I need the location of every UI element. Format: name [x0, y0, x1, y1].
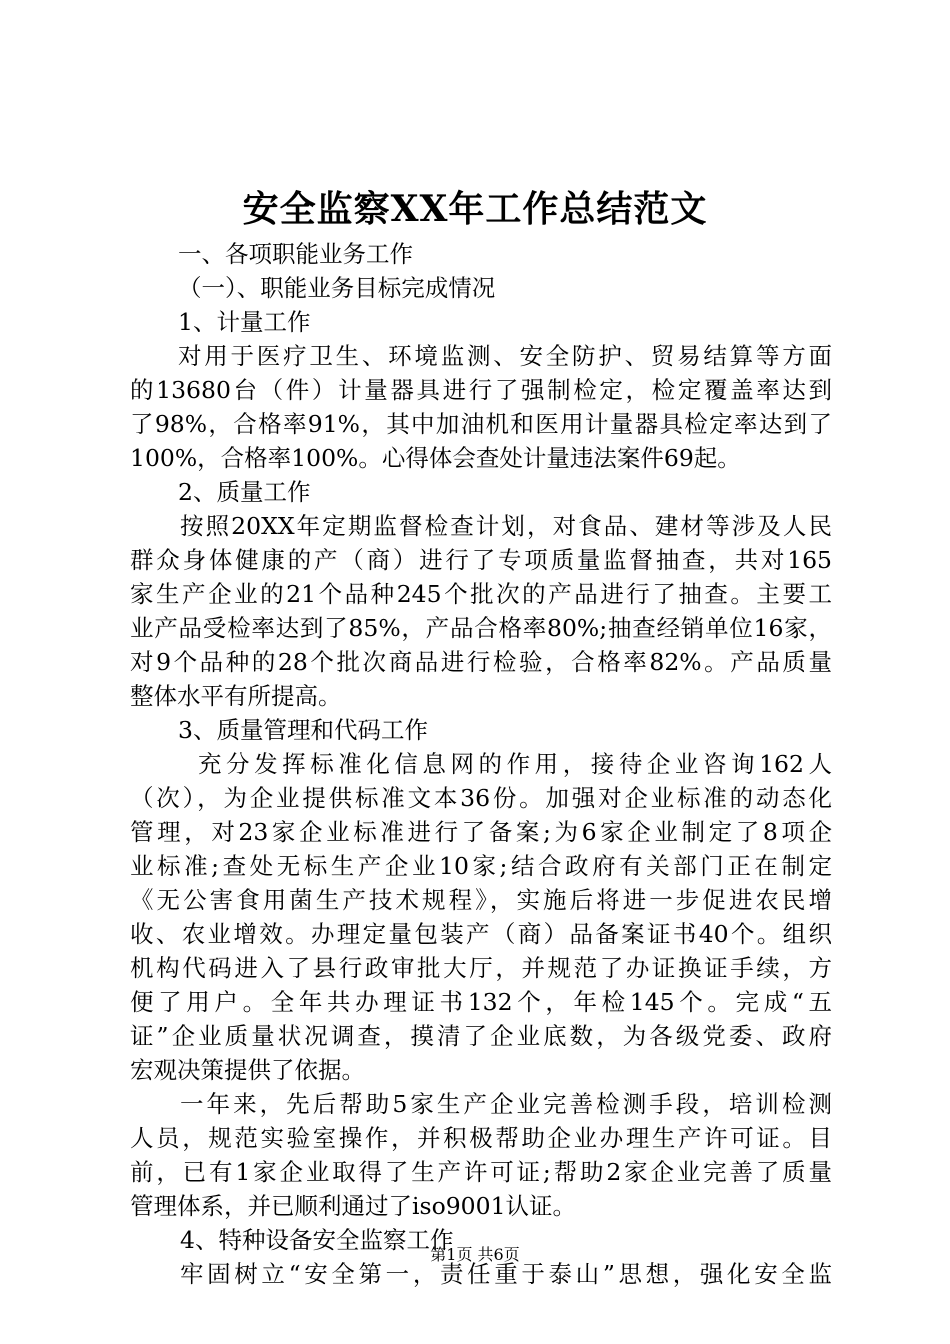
paragraph-line: 整体水平有所提高。	[130, 682, 342, 710]
paragraph-line: 《无公害食用菌生产技术规程》，实施后将进一步促进农民增	[130, 886, 832, 914]
paragraph-line: 管理体系，并已顺利通过了iso9001认证。	[130, 1192, 577, 1220]
heading-section-1: 一、各项职能业务工作	[178, 240, 413, 268]
paragraph-line: 业产品受检率达到了85%，产品合格率80%;抽查经销单位16家，	[130, 614, 832, 642]
paragraph-line: 对用于医疗卫生、环境监测、安全防护、贸易结算等方面	[178, 342, 832, 370]
paragraph-line: 按照20XX年定期监督检查计划，对食品、建材等涉及人民	[180, 512, 832, 540]
paragraph-line: 机构代码进入了县行政审批大厅，并规范了办证换证手续，方	[130, 954, 832, 982]
paragraph-line: 证”企业质量状况调查，摸清了企业底数，为各级党委、政府	[130, 1022, 832, 1050]
document-title: 安全监察XX年工作总结范文	[242, 188, 708, 230]
paragraph-line: 管理，对23家企业标准进行了备案;为6家企业制定了8项企	[130, 818, 832, 846]
paragraph-line: 充分发挥标准化信息网的作用，接待企业咨询162人	[198, 750, 832, 778]
paragraph-line: 家生产企业的21个品种245个批次的产品进行了抽查。主要工	[130, 580, 832, 608]
paragraph-line: 牢固树立“安全第一，责任重于泰山”思想，强化安全监	[180, 1260, 832, 1288]
paragraph-line: 人员，规范实验室操作，并积极帮助企业办理生产许可证。目	[130, 1124, 832, 1152]
heading-item-2: 2、质量工作	[178, 478, 311, 506]
heading-item-4: 4、特种设备安全监察工作	[180, 1226, 454, 1254]
paragraph-line: 前，已有1家企业取得了生产许可证;帮助2家企业完善了质量	[130, 1158, 832, 1186]
paragraph-line: 宏观决策提供了依据。	[130, 1056, 365, 1084]
paragraph-line: 的13680台（件）计量器具进行了强制检定，检定覆盖率达到	[130, 376, 832, 404]
heading-subsection-1: （一）、职能业务目标完成情况	[178, 274, 496, 302]
paragraph-line: 一年来，先后帮助5家生产企业完善检测手段，培训检测	[180, 1090, 832, 1118]
paragraph-line: 收、农业增效。办理定量包装产（商）品备案证书40个。组织	[130, 920, 832, 948]
paragraph-line: （次），为企业提供标准文本36份。加强对企业标准的动态化	[130, 784, 832, 812]
paragraph-line: 业标准;查处无标生产企业10家;结合政府有关部门正在制定	[130, 852, 832, 880]
document-body	[130, 237, 832, 1291]
page-footer: 第1页 共6页	[430, 1245, 520, 1264]
paragraph-line: 了98%，合格率91%，其中加油机和医用计量器具检定率达到了	[130, 410, 832, 438]
heading-item-3: 3、质量管理和代码工作	[178, 716, 428, 744]
paragraph-line: 群众身体健康的产（商）进行了专项质量监督抽查，共对165	[130, 546, 832, 574]
paragraph-line: 100%，合格率100%。心得体会查处计量违法案件69起。	[130, 444, 741, 472]
paragraph-line: 便了用户。全年共办理证书132个，年检145个。完成“五	[130, 988, 832, 1016]
heading-item-1: 1、计量工作	[178, 308, 311, 336]
paragraph-line: 对9个品种的28个批次商品进行检验，合格率82%。产品质量	[130, 648, 832, 676]
